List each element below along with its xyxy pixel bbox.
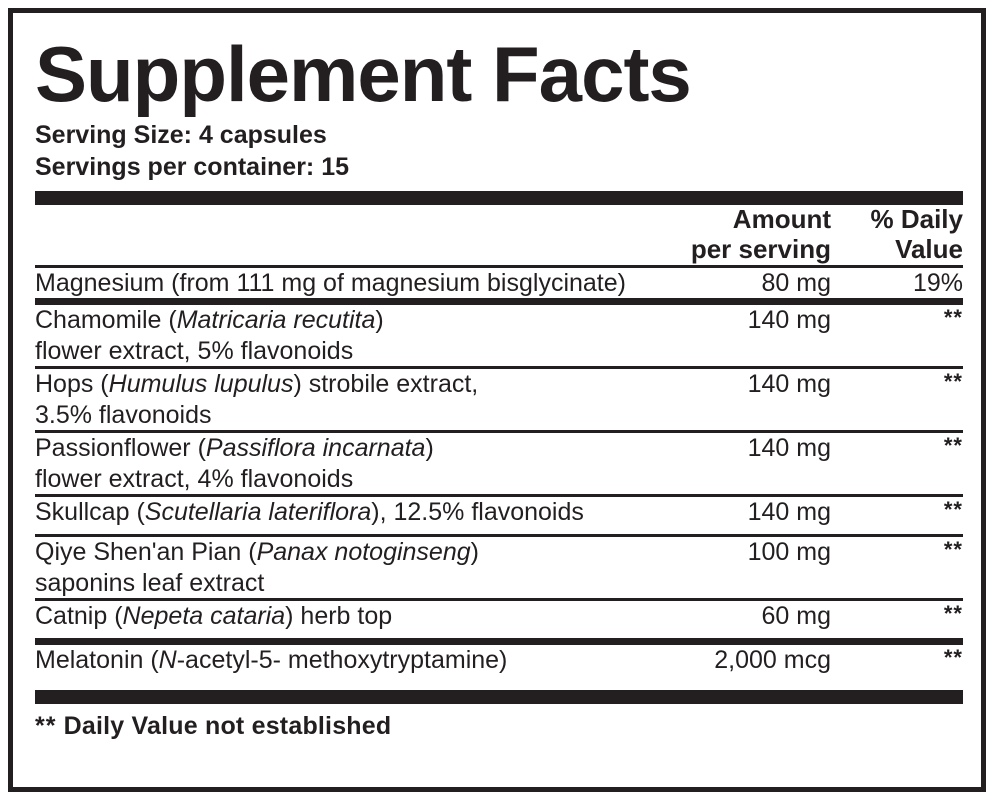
table-row — [35, 369, 963, 430]
divider-mid — [35, 298, 963, 305]
row-daily-value — [837, 369, 963, 430]
row-amount: 140 mg — [747, 306, 831, 335]
row-name-pre: Magnesium (from 111 mg of magnesium bisglycinate) — [35, 268, 626, 297]
row-name-post: -acetyl-5- methoxytryptamine) — [176, 645, 508, 674]
serving-size-text: Serving Size: 4 capsules — [35, 121, 327, 149]
row-name-line2: flower extract, 5% flavonoids — [35, 336, 354, 365]
row-dv-star: ** — [943, 644, 963, 670]
row-name-post: ) — [375, 306, 384, 335]
row-name-post: ) — [470, 538, 479, 567]
row-daily-value — [837, 537, 963, 598]
table-header-row — [35, 205, 963, 265]
row-dv-star: ** — [943, 305, 963, 331]
divider-cell — [35, 298, 963, 305]
row-name-line2: saponins leaf extract — [35, 568, 265, 597]
nutrition-table — [35, 205, 963, 682]
row-name — [35, 537, 659, 598]
header-dv-line1: % Daily — [870, 204, 963, 234]
row-amount: 100 mg — [747, 538, 831, 567]
row-amount: 140 mg — [747, 434, 831, 463]
footnote-text: Daily Value not established — [63, 711, 392, 740]
row-dv-star: ** — [943, 433, 963, 459]
row-dv-star: ** — [943, 601, 963, 627]
table-row — [35, 645, 963, 682]
row-dv-star: ** — [943, 537, 963, 563]
row-name-italic: Scutellaria lateriflora — [144, 498, 372, 527]
row-name-pre: Passionflower ( — [35, 434, 206, 463]
row-name-pre: Qiye Shen'an Pian ( — [35, 538, 257, 567]
divider-cell — [35, 638, 963, 645]
row-name-pre: Hops ( — [35, 370, 109, 399]
row-amount: 140 mg — [747, 370, 831, 399]
page-title: Supplement Facts — [35, 30, 691, 118]
row-name — [35, 369, 659, 430]
row-name-pre: Chamomile ( — [35, 306, 177, 335]
row-name — [35, 268, 659, 299]
row-name-post: ) herb top — [285, 602, 393, 631]
row-name-post: ), 12.5% flavonoids — [371, 498, 584, 527]
row-daily-value — [837, 645, 963, 682]
row-name-pre: Melatonin ( — [35, 645, 159, 674]
row-amount: 2,000 mcg — [714, 645, 831, 674]
footnote — [35, 704, 963, 741]
row-daily-value — [837, 497, 963, 534]
row-daily-value — [837, 433, 963, 494]
header-daily-value — [837, 205, 963, 265]
table-row — [35, 601, 963, 638]
row-name-italic: N — [158, 645, 177, 674]
row-name-pre: Catnip ( — [35, 602, 123, 631]
servings-per-container-text: Servings per container: 15 — [35, 153, 350, 181]
table-row — [35, 433, 963, 494]
row-amount: 60 mg — [761, 602, 831, 631]
divider-row — [35, 298, 963, 305]
row-name-italic: Nepeta cataria — [122, 602, 286, 631]
row-name — [35, 497, 659, 534]
header-amount — [659, 205, 837, 265]
header-dv-line2: Value — [895, 233, 963, 264]
supplement-facts-inner — [35, 23, 963, 781]
row-daily-value — [837, 305, 963, 366]
row-amount: 80 mg — [761, 268, 831, 297]
row-name-post: ) strobile extract, — [293, 370, 479, 399]
table-row — [35, 268, 963, 299]
row-name — [35, 305, 659, 366]
row-name-italic: Matricaria recutita — [176, 306, 376, 335]
row-name — [35, 433, 659, 494]
row-name-post: ) — [425, 434, 434, 463]
footnote-marker: ** — [35, 711, 57, 740]
row-daily-value: 19% — [912, 268, 963, 297]
supplement-facts-panel — [8, 8, 986, 792]
table-row — [35, 537, 963, 598]
divider-row — [35, 638, 963, 645]
row-name — [35, 601, 659, 638]
row-name-italic: Passiflora incarnata — [205, 434, 426, 463]
divider-thick-bottom — [35, 690, 963, 704]
row-name-italic: Panax notoginseng — [256, 538, 471, 567]
row-amount: 140 mg — [747, 498, 831, 527]
divider-mid — [35, 638, 963, 645]
row-daily-value — [837, 601, 963, 638]
table-row — [35, 305, 963, 366]
header-nutrient — [35, 205, 659, 265]
row-name — [35, 645, 659, 682]
row-name-pre: Skullcap ( — [35, 498, 145, 527]
divider-thick-top — [35, 191, 963, 205]
row-dv-star: ** — [943, 497, 963, 523]
header-amount-line2: per serving — [690, 233, 831, 264]
row-name-italic: Humulus lupulus — [108, 370, 294, 399]
header-amount-line1: Amount — [732, 204, 831, 234]
row-dv-star: ** — [943, 369, 963, 395]
row-name-line2: 3.5% flavonoids — [35, 400, 212, 429]
row-name-line2: flower extract, 4% flavonoids — [35, 464, 354, 493]
table-row — [35, 497, 963, 534]
